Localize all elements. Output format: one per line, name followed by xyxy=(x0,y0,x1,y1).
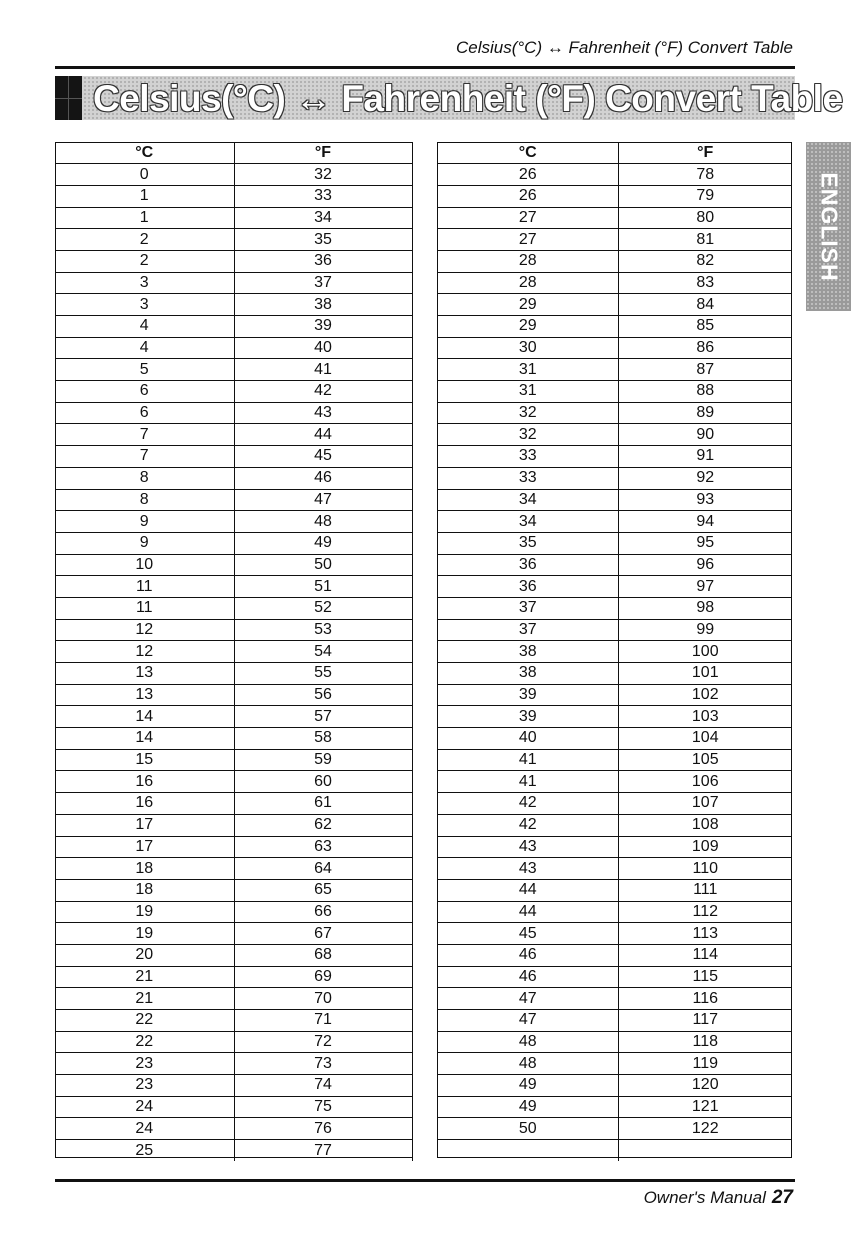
fahrenheit-cell: 48 xyxy=(234,511,412,533)
celsius-cell: 22 xyxy=(55,1031,234,1053)
celsius-cell: 38 xyxy=(438,641,618,663)
fahrenheit-cell: 74 xyxy=(234,1075,412,1097)
table-row xyxy=(55,250,412,272)
table-row xyxy=(438,619,792,641)
celsius-cell: 6 xyxy=(55,402,234,424)
table-header-row xyxy=(55,142,412,164)
table-row xyxy=(438,749,792,771)
celsius-cell: 47 xyxy=(438,988,618,1010)
fahrenheit-cell: 52 xyxy=(234,597,412,619)
table-row xyxy=(438,814,792,836)
celsius-cell: 50 xyxy=(438,1118,618,1140)
fahrenheit-cell: 72 xyxy=(234,1031,412,1053)
fahrenheit-cell xyxy=(618,1140,792,1162)
table-row xyxy=(438,272,792,294)
fahrenheit-cell: 42 xyxy=(234,381,412,403)
fahrenheit-cell: 93 xyxy=(618,489,792,511)
celsius-cell: 26 xyxy=(438,185,618,207)
celsius-cell: 21 xyxy=(55,988,234,1010)
table-row xyxy=(55,749,412,771)
celsius-cell: 6 xyxy=(55,381,234,403)
celsius-cell: 23 xyxy=(55,1075,234,1097)
table-row xyxy=(438,1140,792,1162)
celsius-cell: 38 xyxy=(438,663,618,685)
table-row xyxy=(438,923,792,945)
celsius-cell: 34 xyxy=(438,489,618,511)
celsius-cell: 3 xyxy=(55,294,234,316)
table-row xyxy=(55,988,412,1010)
language-tab xyxy=(806,142,851,311)
table-row xyxy=(55,576,412,598)
table-row xyxy=(438,207,792,229)
celsius-cell: 14 xyxy=(55,728,234,750)
fahrenheit-cell: 70 xyxy=(234,988,412,1010)
celsius-cell: 48 xyxy=(438,1031,618,1053)
table-row xyxy=(438,576,792,598)
table-row xyxy=(438,532,792,554)
table-row xyxy=(438,836,792,858)
celsius-cell: 4 xyxy=(55,316,234,338)
table-row xyxy=(55,489,412,511)
fahrenheit-cell: 64 xyxy=(234,858,412,880)
fahrenheit-cell: 118 xyxy=(618,1031,792,1053)
fahrenheit-cell: 54 xyxy=(234,641,412,663)
celsius-cell: 33 xyxy=(438,446,618,468)
table-row xyxy=(55,1053,412,1075)
table-row xyxy=(438,1053,792,1075)
table-row xyxy=(55,836,412,858)
table-row xyxy=(438,663,792,685)
celsius-cell: 16 xyxy=(55,771,234,793)
table-row xyxy=(438,641,792,663)
celsius-cell: 20 xyxy=(55,944,234,966)
fahrenheit-cell: 96 xyxy=(618,554,792,576)
celsius-cell: 12 xyxy=(55,619,234,641)
fahrenheit-cell: 61 xyxy=(234,793,412,815)
title-band xyxy=(55,76,843,120)
celsius-cell: 23 xyxy=(55,1053,234,1075)
celsius-cell: 18 xyxy=(55,879,234,901)
table-row xyxy=(55,402,412,424)
table-row xyxy=(438,1096,792,1118)
table-row xyxy=(438,381,792,403)
fahrenheit-cell: 111 xyxy=(618,879,792,901)
celsius-cell: 0 xyxy=(55,164,234,186)
fahrenheit-cell: 49 xyxy=(234,532,412,554)
fahrenheit-cell: 85 xyxy=(618,316,792,338)
celsius-cell: 37 xyxy=(438,597,618,619)
table-row xyxy=(438,359,792,381)
celsius-cell: 17 xyxy=(55,836,234,858)
fahrenheit-cell: 78 xyxy=(618,164,792,186)
fahrenheit-cell: 45 xyxy=(234,446,412,468)
fahrenheit-cell: 115 xyxy=(618,966,792,988)
celsius-cell: 46 xyxy=(438,966,618,988)
celsius-cell: 36 xyxy=(438,576,618,598)
table-row xyxy=(55,619,412,641)
celsius-cell: 28 xyxy=(438,250,618,272)
fahrenheit-cell: 77 xyxy=(234,1140,412,1162)
celsius-cell: 9 xyxy=(55,511,234,533)
fahrenheit-cell: 46 xyxy=(234,467,412,489)
table-row xyxy=(55,663,412,685)
footer-rule xyxy=(55,1179,795,1182)
fahrenheit-cell: 43 xyxy=(234,402,412,424)
fahrenheit-cell: 110 xyxy=(618,858,792,880)
language-tab-label: ENGLISH xyxy=(816,171,842,282)
table-row xyxy=(438,554,792,576)
celsius-cell: 2 xyxy=(55,250,234,272)
celsius-cell: 43 xyxy=(438,836,618,858)
table-row xyxy=(55,164,412,186)
table-row xyxy=(438,728,792,750)
table-row xyxy=(55,814,412,836)
fahrenheit-cell: 119 xyxy=(618,1053,792,1075)
fahrenheit-cell: 120 xyxy=(618,1075,792,1097)
celsius-cell: 40 xyxy=(438,728,618,750)
fahrenheit-cell: 83 xyxy=(618,272,792,294)
table-row xyxy=(438,316,792,338)
fahrenheit-cell: 62 xyxy=(234,814,412,836)
table-row xyxy=(55,337,412,359)
header-rule xyxy=(55,66,795,69)
fahrenheit-cell: 67 xyxy=(234,923,412,945)
header-celsius: °C xyxy=(55,142,234,164)
celsius-cell: 16 xyxy=(55,793,234,815)
celsius-cell: 48 xyxy=(438,1053,618,1075)
table-row xyxy=(438,446,792,468)
celsius-cell: 42 xyxy=(438,814,618,836)
table-row xyxy=(438,944,792,966)
celsius-cell: 27 xyxy=(438,207,618,229)
table-row xyxy=(438,489,792,511)
fahrenheit-cell: 79 xyxy=(618,185,792,207)
fahrenheit-cell: 76 xyxy=(234,1118,412,1140)
fahrenheit-cell: 47 xyxy=(234,489,412,511)
table-row xyxy=(438,597,792,619)
fahrenheit-cell: 34 xyxy=(234,207,412,229)
celsius-cell: 7 xyxy=(55,446,234,468)
fahrenheit-cell: 32 xyxy=(234,164,412,186)
table-row xyxy=(438,164,792,186)
celsius-cell: 45 xyxy=(438,923,618,945)
celsius-cell: 25 xyxy=(55,1140,234,1162)
fahrenheit-cell: 90 xyxy=(618,424,792,446)
celsius-cell: 5 xyxy=(55,359,234,381)
table-row xyxy=(55,858,412,880)
fahrenheit-cell: 75 xyxy=(234,1096,412,1118)
header-fahrenheit: °F xyxy=(618,142,792,164)
title-square-icon xyxy=(55,76,82,120)
celsius-cell: 34 xyxy=(438,511,618,533)
fahrenheit-cell: 81 xyxy=(618,229,792,251)
fahrenheit-cell: 38 xyxy=(234,294,412,316)
fahrenheit-cell: 41 xyxy=(234,359,412,381)
fahrenheit-cell: 84 xyxy=(618,294,792,316)
celsius-cell: 31 xyxy=(438,381,618,403)
table-row xyxy=(55,706,412,728)
celsius-cell: 31 xyxy=(438,359,618,381)
table-row xyxy=(438,337,792,359)
table-row xyxy=(55,1118,412,1140)
celsius-cell: 3 xyxy=(55,272,234,294)
celsius-cell: 41 xyxy=(438,749,618,771)
fahrenheit-cell: 113 xyxy=(618,923,792,945)
table-row xyxy=(438,684,792,706)
celsius-cell: 7 xyxy=(55,424,234,446)
fahrenheit-cell: 59 xyxy=(234,749,412,771)
fahrenheit-cell: 97 xyxy=(618,576,792,598)
table-row xyxy=(438,402,792,424)
running-head: Celsius(°C) ↔ Fahrenheit (°F) Convert Table xyxy=(455,38,793,57)
fahrenheit-cell: 102 xyxy=(618,684,792,706)
fahrenheit-cell: 107 xyxy=(618,793,792,815)
table-row xyxy=(438,511,792,533)
celsius-cell: 18 xyxy=(55,858,234,880)
fahrenheit-cell: 33 xyxy=(234,185,412,207)
fahrenheit-cell: 89 xyxy=(618,402,792,424)
table-row xyxy=(438,771,792,793)
fahrenheit-cell: 66 xyxy=(234,901,412,923)
fahrenheit-cell: 103 xyxy=(618,706,792,728)
celsius-cell: 44 xyxy=(438,879,618,901)
fahrenheit-cell: 53 xyxy=(234,619,412,641)
celsius-cell: 11 xyxy=(55,597,234,619)
table-row xyxy=(438,966,792,988)
celsius-cell: 44 xyxy=(438,901,618,923)
fahrenheit-cell: 35 xyxy=(234,229,412,251)
fahrenheit-cell: 44 xyxy=(234,424,412,446)
table-row xyxy=(55,532,412,554)
table-row xyxy=(55,1010,412,1032)
fahrenheit-cell: 58 xyxy=(234,728,412,750)
table-row xyxy=(55,641,412,663)
fahrenheit-cell: 94 xyxy=(618,511,792,533)
table-row xyxy=(55,1140,412,1162)
celsius-cell: 28 xyxy=(438,272,618,294)
fahrenheit-cell: 122 xyxy=(618,1118,792,1140)
table-row xyxy=(55,944,412,966)
table-row xyxy=(438,879,792,901)
table-row xyxy=(55,424,412,446)
footer-label: Owner's Manual xyxy=(643,1188,766,1207)
celsius-cell: 46 xyxy=(438,944,618,966)
celsius-cell: 11 xyxy=(55,576,234,598)
celsius-cell: 1 xyxy=(55,185,234,207)
fahrenheit-cell: 95 xyxy=(618,532,792,554)
fahrenheit-cell: 87 xyxy=(618,359,792,381)
table-row xyxy=(55,359,412,381)
page-number: 27 xyxy=(771,1187,793,1208)
celsius-cell: 42 xyxy=(438,793,618,815)
table-row xyxy=(55,966,412,988)
fahrenheit-cell: 100 xyxy=(618,641,792,663)
fahrenheit-cell: 99 xyxy=(618,619,792,641)
table-row xyxy=(438,424,792,446)
table-row xyxy=(438,229,792,251)
table-row xyxy=(438,901,792,923)
celsius-cell: 49 xyxy=(438,1096,618,1118)
celsius-cell: 33 xyxy=(438,467,618,489)
celsius-cell: 9 xyxy=(55,532,234,554)
celsius-cell: 32 xyxy=(438,424,618,446)
celsius-cell: 19 xyxy=(55,901,234,923)
table-row xyxy=(55,185,412,207)
celsius-cell: 39 xyxy=(438,706,618,728)
table-row xyxy=(55,207,412,229)
fahrenheit-cell: 121 xyxy=(618,1096,792,1118)
table-row xyxy=(55,901,412,923)
table-row xyxy=(55,467,412,489)
fahrenheit-cell: 40 xyxy=(234,337,412,359)
celsius-cell: 27 xyxy=(438,229,618,251)
table-row xyxy=(55,511,412,533)
table-row xyxy=(55,554,412,576)
celsius-cell: 14 xyxy=(55,706,234,728)
celsius-cell: 32 xyxy=(438,402,618,424)
fahrenheit-cell: 116 xyxy=(618,988,792,1010)
fahrenheit-cell: 108 xyxy=(618,814,792,836)
fahrenheit-cell: 82 xyxy=(618,250,792,272)
table-row xyxy=(438,185,792,207)
page-title: Celsius(°C) ↔ Fahrenheit (°F) Convert Table xyxy=(93,78,843,119)
fahrenheit-cell: 112 xyxy=(618,901,792,923)
table-row xyxy=(55,1031,412,1053)
table-row xyxy=(55,597,412,619)
fahrenheit-cell: 98 xyxy=(618,597,792,619)
table-row xyxy=(55,316,412,338)
fahrenheit-cell: 109 xyxy=(618,836,792,858)
page-footer xyxy=(644,1187,793,1209)
celsius-cell: 36 xyxy=(438,554,618,576)
fahrenheit-cell: 36 xyxy=(234,250,412,272)
table-header-row xyxy=(438,142,792,164)
table-row xyxy=(55,684,412,706)
celsius-cell: 47 xyxy=(438,1010,618,1032)
table-row xyxy=(438,988,792,1010)
table-row xyxy=(55,1075,412,1097)
table-row xyxy=(438,1031,792,1053)
table-row xyxy=(438,793,792,815)
fahrenheit-cell: 63 xyxy=(234,836,412,858)
table-row xyxy=(55,793,412,815)
conversion-table-right xyxy=(438,142,792,1161)
celsius-cell: 37 xyxy=(438,619,618,641)
table-row xyxy=(55,1096,412,1118)
header-fahrenheit: °F xyxy=(234,142,412,164)
fahrenheit-cell: 55 xyxy=(234,663,412,685)
fahrenheit-cell: 37 xyxy=(234,272,412,294)
fahrenheit-cell: 69 xyxy=(234,966,412,988)
fahrenheit-cell: 106 xyxy=(618,771,792,793)
table-row xyxy=(55,446,412,468)
fahrenheit-cell: 73 xyxy=(234,1053,412,1075)
celsius-cell: 21 xyxy=(55,966,234,988)
celsius-cell: 8 xyxy=(55,467,234,489)
fahrenheit-cell: 101 xyxy=(618,663,792,685)
table-row xyxy=(55,229,412,251)
table-row xyxy=(55,381,412,403)
celsius-cell: 29 xyxy=(438,294,618,316)
table-row xyxy=(438,250,792,272)
celsius-cell: 4 xyxy=(55,337,234,359)
fahrenheit-cell: 50 xyxy=(234,554,412,576)
fahrenheit-cell: 39 xyxy=(234,316,412,338)
fahrenheit-cell: 86 xyxy=(618,337,792,359)
fahrenheit-cell: 68 xyxy=(234,944,412,966)
table-column-gap xyxy=(412,142,438,1158)
celsius-cell: 17 xyxy=(55,814,234,836)
celsius-cell: 15 xyxy=(55,749,234,771)
celsius-cell: 2 xyxy=(55,229,234,251)
celsius-cell: 13 xyxy=(55,663,234,685)
celsius-cell xyxy=(438,1140,618,1162)
conversion-table-left xyxy=(55,142,413,1161)
celsius-cell: 10 xyxy=(55,554,234,576)
table-row xyxy=(55,728,412,750)
table-row xyxy=(438,1010,792,1032)
celsius-cell: 41 xyxy=(438,771,618,793)
fahrenheit-cell: 105 xyxy=(618,749,792,771)
celsius-cell: 1 xyxy=(55,207,234,229)
celsius-cell: 24 xyxy=(55,1096,234,1118)
fahrenheit-cell: 88 xyxy=(618,381,792,403)
celsius-cell: 24 xyxy=(55,1118,234,1140)
celsius-cell: 26 xyxy=(438,164,618,186)
table-row xyxy=(438,706,792,728)
celsius-cell: 29 xyxy=(438,316,618,338)
table-row xyxy=(438,1118,792,1140)
table-row xyxy=(438,858,792,880)
fahrenheit-cell: 51 xyxy=(234,576,412,598)
celsius-cell: 39 xyxy=(438,684,618,706)
fahrenheit-cell: 56 xyxy=(234,684,412,706)
celsius-cell: 43 xyxy=(438,858,618,880)
fahrenheit-cell: 92 xyxy=(618,467,792,489)
fahrenheit-cell: 60 xyxy=(234,771,412,793)
table-row xyxy=(55,272,412,294)
table-row xyxy=(55,879,412,901)
celsius-cell: 12 xyxy=(55,641,234,663)
celsius-cell: 22 xyxy=(55,1010,234,1032)
header-celsius: °C xyxy=(438,142,618,164)
table-row xyxy=(438,1075,792,1097)
celsius-cell: 8 xyxy=(55,489,234,511)
celsius-cell: 49 xyxy=(438,1075,618,1097)
table-row xyxy=(438,294,792,316)
fahrenheit-cell: 114 xyxy=(618,944,792,966)
fahrenheit-cell: 57 xyxy=(234,706,412,728)
table-row xyxy=(55,923,412,945)
fahrenheit-cell: 117 xyxy=(618,1010,792,1032)
fahrenheit-cell: 91 xyxy=(618,446,792,468)
celsius-cell: 13 xyxy=(55,684,234,706)
celsius-cell: 30 xyxy=(438,337,618,359)
table-row xyxy=(438,467,792,489)
fahrenheit-cell: 71 xyxy=(234,1010,412,1032)
table-row xyxy=(55,771,412,793)
celsius-cell: 35 xyxy=(438,532,618,554)
fahrenheit-cell: 80 xyxy=(618,207,792,229)
fahrenheit-cell: 65 xyxy=(234,879,412,901)
celsius-cell: 19 xyxy=(55,923,234,945)
fahrenheit-cell: 104 xyxy=(618,728,792,750)
table-row xyxy=(55,294,412,316)
